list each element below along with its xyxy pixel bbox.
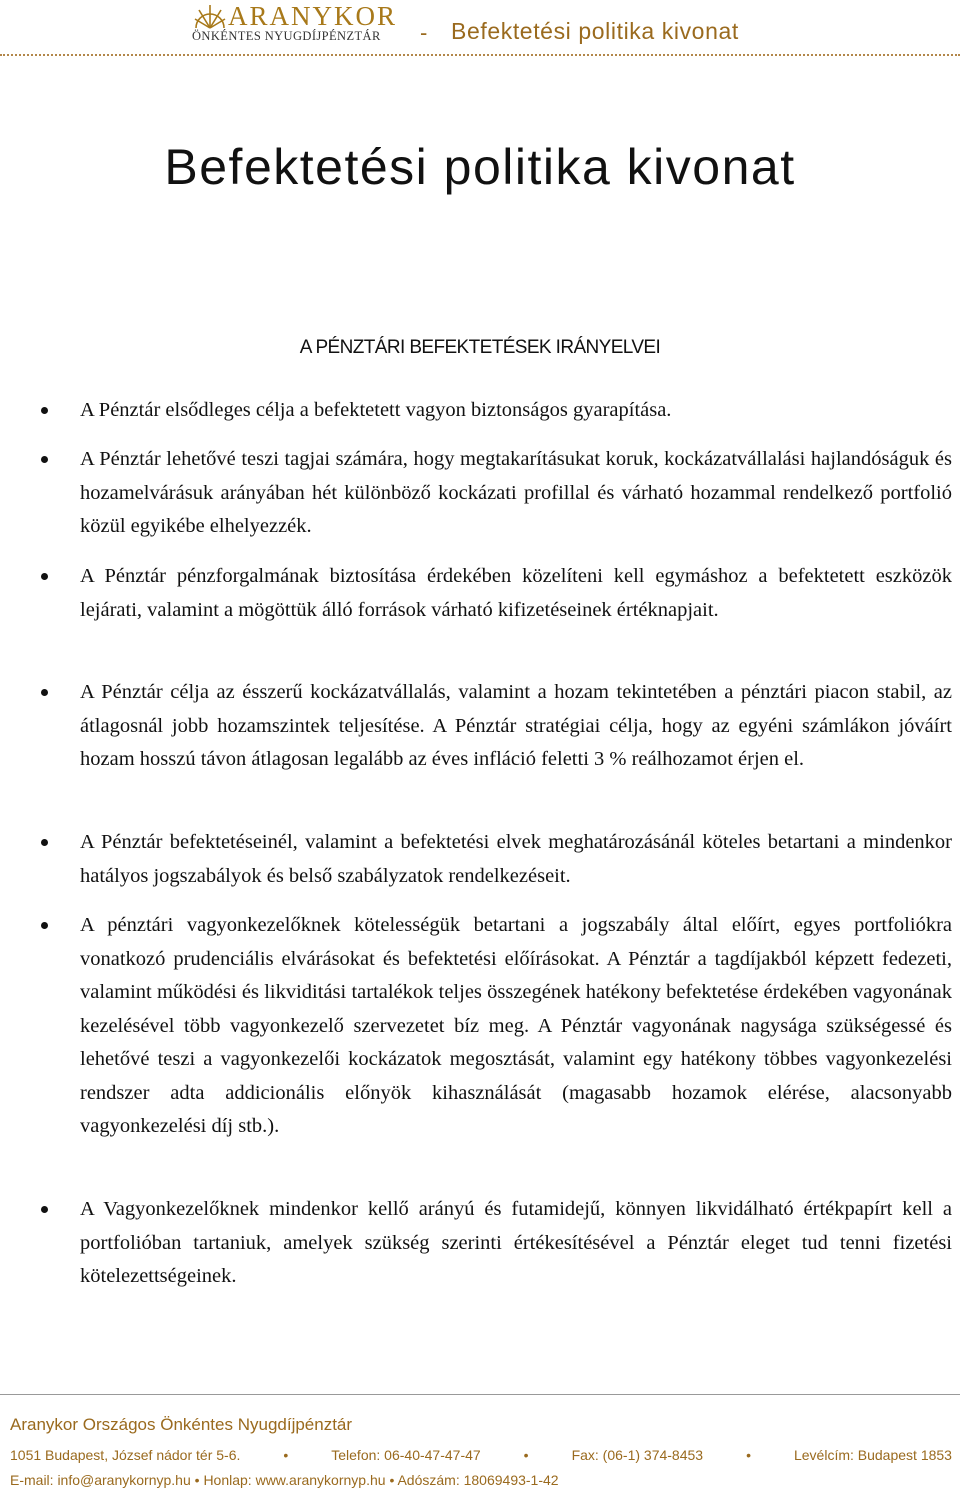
footer-rule: [0, 1394, 960, 1395]
footer-separator: •: [389, 1472, 395, 1488]
page-title: Befektetési politika kivonat: [164, 139, 796, 195]
section-heading: A PÉNZTÁRI BEFEKTETÉSEK IRÁNYELVEI: [299, 337, 661, 358]
bullet-icon: [41, 407, 48, 414]
header-dotted-rule: [0, 54, 960, 56]
footer-address: 1051 Budapest, József nádor tér 5-6.: [10, 1447, 241, 1463]
list-item-text: A Pénztár célja az ésszerű kockázatvállalás, valamint a hozam tekintetében a pénztári piacon stabil, az átlagosnál jobb hozamszintek teljesítése. A Pénztár stratégiai célja, hogy az egyéni számlákon jóváírt hozam hosszú távon átlagosan legalább az éves infláció feletti 3 % reálhozamot érjen el.: [80, 681, 952, 770]
bullet-icon: [41, 689, 48, 696]
list-item-text: A Pénztár elsődleges célja a befektetett vagyon biztonságos gyarapítása.: [80, 399, 672, 421]
footer-contact-line: [10, 1447, 952, 1463]
list-item-text: A Pénztár befektetéseinél, valamint a befektetési elvek meghatározásánál köteles betartani a mindenkor hatályos jogszabályok és belső szabályzatok rendelkezéseit.: [80, 831, 952, 887]
bullet-icon: [41, 456, 48, 463]
footer-separator: •: [523, 1447, 529, 1463]
footer-separator: •: [746, 1447, 751, 1463]
list-item-text: A pénztári vagyonkezelőknek kötelességük betartani a jogszabály által előírt, egyes portfoliókra vonatkozó prudenciális elvárásokat és befektetési előírásokat. A Pénztár a tagdíjakból képzett fedezeti, valamint működési és likviditási tartalékok teljes összegének hatékony befektetése érdekében vagyonának kezelésével több vagyonkezelő szervezetet bíz meg. A Pénztár vagyonának nagysága szükségessé és lehetővé teszi a vagyonkezelői kockázatok megosztását, valamint egy hatékony többes vagyonkezelési rendszer adta addicionális előnyök kihasználását (magasabb hozamok elérése, alacsonyabb vagyonkezelési díj stb.).: [80, 914, 952, 1137]
footer-separator: •: [194, 1472, 200, 1488]
footer-separator: •: [283, 1447, 289, 1463]
bullet-icon: [41, 922, 48, 929]
footer-mail-address: Levélcím: Budapest 1853: [793, 1447, 952, 1463]
aranykor-logo: [192, 2, 422, 46]
bullet-icon: [41, 573, 48, 580]
list-item-text: A Vagyonkezelőknek mindenkor kellő arányú és futamidejű, könnyen likvidálható értékpapírt kell a portfolióban tartaniuk, amelyek szükség szerinti értékesítésével a Pénztár eleget tud tenni fizetési kötelezettségeinek.: [80, 1198, 952, 1287]
header-separator: -: [420, 20, 428, 45]
list-item-text: A Pénztár pénzforgalmának biztosítása érdekében közelíteni kell egymáshoz a befektetett eszközök lejárati, valamint a mögöttük álló források várható kifizetéseinek értéknapjait.: [80, 565, 952, 621]
page-header: [0, 0, 960, 60]
logo-brand: ARANYKOR: [228, 1, 398, 31]
header-title: Befektetési politika kivonat: [451, 18, 739, 44]
logo-tagline: ÖNKÉNTES NYUGDÍJPÉNZTÁR: [192, 29, 381, 43]
footer-phone: Telefon: 06-40-47-47-47: [331, 1447, 481, 1463]
footer-email[interactable]: E-mail: info@aranykornyp.hu: [10, 1472, 191, 1488]
footer-website[interactable]: Honlap: www.aranykornyp.hu: [203, 1472, 386, 1488]
footer-web-line: [10, 1472, 559, 1488]
bullet-icon: [41, 839, 48, 846]
sun-rays-icon: [192, 2, 228, 30]
footer-tax-id: Adószám: 18069493-1-42: [397, 1472, 559, 1488]
footer-organization: Aranykor Országos Önkéntes Nyugdíjpénztár: [10, 1415, 353, 1434]
bullet-icon: [41, 1206, 48, 1213]
footer-fax: Fax: (06-1) 374-8453: [571, 1447, 704, 1463]
list-item-text: A Pénztár lehetővé teszi tagjai számára, hogy megtakarításukat koruk, kockázatvállalási hajlandóságuk és hozamelvárásuk arányában hét különböző kockázati profillal és várható hozammal rendelkező portfolió közül egyikébe elhelyezzék.: [80, 448, 952, 537]
